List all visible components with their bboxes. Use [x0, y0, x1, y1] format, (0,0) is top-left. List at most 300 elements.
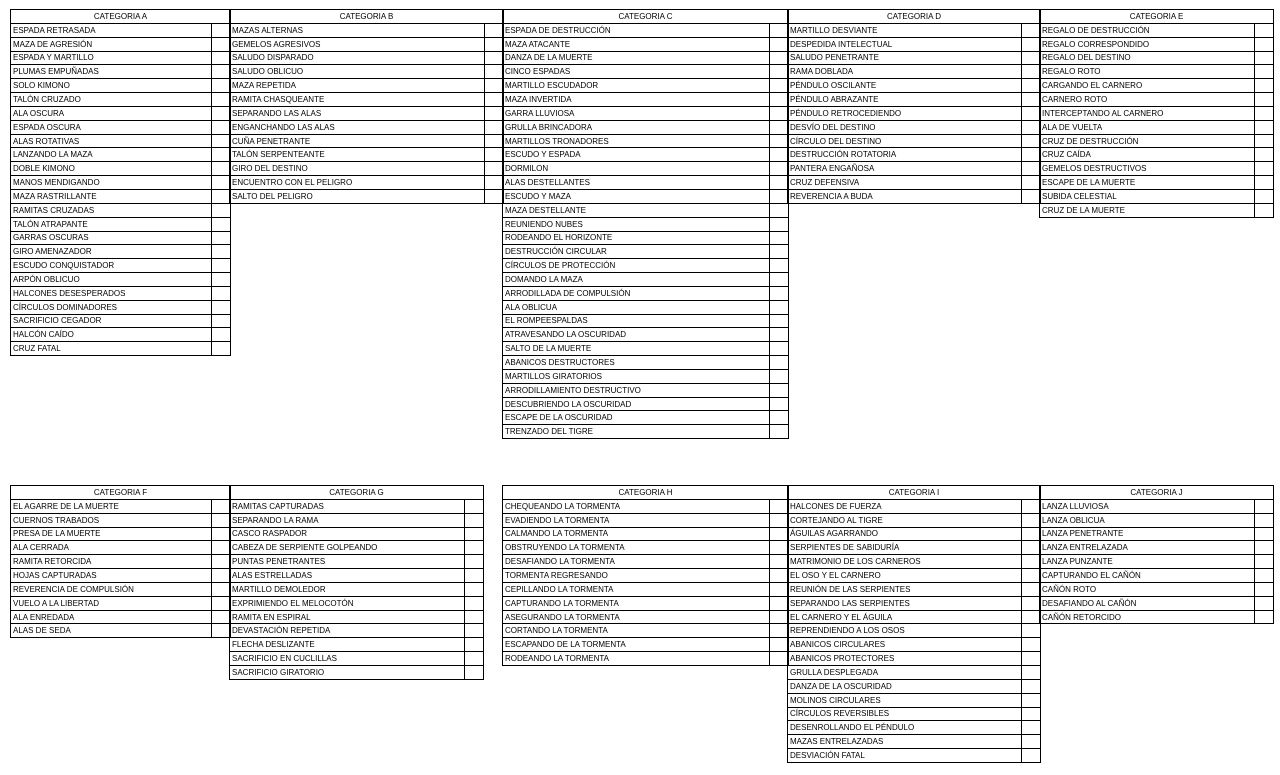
- table-row: [503, 513, 789, 527]
- item-name: DANZA DE LA MUERTE: [503, 51, 770, 65]
- item-checkbox-cell[interactable]: [1022, 23, 1041, 37]
- item-checkbox-cell[interactable]: [485, 134, 504, 148]
- item-checkbox-cell[interactable]: [485, 37, 504, 51]
- item-checkbox-cell[interactable]: [770, 499, 789, 513]
- table-row: [230, 51, 504, 65]
- item-checkbox-cell[interactable]: [770, 37, 789, 51]
- item-name: REGALO DE DESTRUCCIÓN: [1040, 23, 1255, 37]
- table-row: [11, 148, 231, 162]
- item-name: MAZA ATACANTE: [503, 37, 770, 51]
- table-row: [1040, 51, 1274, 65]
- table-row: [503, 411, 789, 425]
- item-checkbox-cell[interactable]: [1255, 596, 1274, 610]
- item-checkbox-cell[interactable]: [770, 411, 789, 425]
- item-checkbox-cell[interactable]: [770, 162, 789, 176]
- item-name: EL AGARRE DE LA MUERTE: [11, 499, 212, 513]
- item-checkbox-cell[interactable]: [770, 259, 789, 273]
- item-checkbox-cell[interactable]: [465, 541, 484, 555]
- table-row: [11, 37, 231, 51]
- table-row: [230, 582, 484, 596]
- item-checkbox-cell[interactable]: [485, 120, 504, 134]
- item-checkbox-cell[interactable]: [770, 231, 789, 245]
- item-checkbox-cell[interactable]: [770, 106, 789, 120]
- item-checkbox-cell[interactable]: [212, 245, 231, 259]
- item-checkbox-cell[interactable]: [770, 342, 789, 356]
- table-row: [503, 314, 789, 328]
- item-name: ARPÓN OBLICUO: [11, 273, 212, 287]
- item-checkbox-cell[interactable]: [770, 610, 789, 624]
- item-checkbox-cell[interactable]: [465, 513, 484, 527]
- item-checkbox-cell[interactable]: [1022, 148, 1041, 162]
- item-checkbox-cell[interactable]: [212, 65, 231, 79]
- item-checkbox-cell[interactable]: [1022, 569, 1041, 583]
- table-row: [503, 65, 789, 79]
- item-checkbox-cell[interactable]: [770, 541, 789, 555]
- item-name: ESCUDO CONQUISTADOR: [11, 259, 212, 273]
- category-header: CATEGORIA F: [11, 486, 231, 500]
- category-header: CATEGORIA G: [230, 486, 484, 500]
- item-checkbox-cell[interactable]: [770, 555, 789, 569]
- item-checkbox-cell[interactable]: [770, 286, 789, 300]
- table-row: [1040, 582, 1274, 596]
- table-row: [788, 189, 1041, 203]
- item-name: EL ROMPEESPALDAS: [503, 314, 770, 328]
- item-checkbox-cell[interactable]: [770, 217, 789, 231]
- item-checkbox-cell[interactable]: [212, 51, 231, 65]
- item-checkbox-cell[interactable]: [212, 328, 231, 342]
- table-row: [788, 541, 1041, 555]
- item-checkbox-cell[interactable]: [1022, 134, 1041, 148]
- item-name: RAMITAS CRUZADAS: [11, 203, 212, 217]
- item-name: RAMITA RETORCIDA: [11, 555, 212, 569]
- item-checkbox-cell[interactable]: [1022, 189, 1041, 203]
- item-name: CASCO RASPADOR: [230, 527, 465, 541]
- table-row: [788, 638, 1041, 652]
- item-name: DESCUBRIENDO LA OSCURIDAD: [503, 397, 770, 411]
- item-checkbox-cell[interactable]: [770, 65, 789, 79]
- table-row: [788, 499, 1041, 513]
- item-checkbox-cell[interactable]: [1255, 134, 1274, 148]
- table-row: [230, 555, 484, 569]
- table-row: [11, 610, 231, 624]
- table-row: [503, 259, 789, 273]
- item-name: PÉNDULO RETROCEDIENDO: [788, 106, 1022, 120]
- item-name: LANZA PUNZANTE: [1040, 555, 1255, 569]
- item-name: SEPARANDO LA RAMA: [230, 513, 465, 527]
- item-checkbox-cell[interactable]: [212, 37, 231, 51]
- item-checkbox-cell[interactable]: [485, 51, 504, 65]
- item-checkbox-cell[interactable]: [1255, 176, 1274, 190]
- item-checkbox-cell[interactable]: [1022, 162, 1041, 176]
- item-checkbox-cell[interactable]: [212, 499, 231, 513]
- item-name: CRUZ DE LA MUERTE: [1040, 203, 1255, 217]
- item-checkbox-cell[interactable]: [212, 624, 231, 638]
- item-name: ENCUENTRO CON EL PELIGRO: [230, 176, 485, 190]
- table-row: [230, 569, 484, 583]
- item-checkbox-cell[interactable]: [770, 397, 789, 411]
- table-row: [788, 513, 1041, 527]
- item-checkbox-cell[interactable]: [1255, 51, 1274, 65]
- item-name: SALUDO DISPARADO: [230, 51, 485, 65]
- table-row: [788, 693, 1041, 707]
- item-name: INTERCEPTANDO AL CARNERO: [1040, 106, 1255, 120]
- item-name: HOJAS CAPTURADAS: [11, 569, 212, 583]
- item-name: CABEZA DE SERPIENTE GOLPEANDO: [230, 541, 465, 555]
- item-checkbox-cell[interactable]: [770, 638, 789, 652]
- item-checkbox-cell[interactable]: [1022, 665, 1041, 679]
- item-checkbox-cell[interactable]: [465, 555, 484, 569]
- item-name: FLECHA DESLIZANTE: [230, 638, 465, 652]
- item-name: ESCAPE DE LA MUERTE: [1040, 176, 1255, 190]
- table-row: [788, 735, 1041, 749]
- item-checkbox-cell[interactable]: [212, 259, 231, 273]
- item-checkbox-cell[interactable]: [485, 106, 504, 120]
- item-name: SEPARANDO LAS ALAS: [230, 106, 485, 120]
- table-row: [788, 65, 1041, 79]
- item-checkbox-cell[interactable]: [485, 162, 504, 176]
- item-checkbox-cell[interactable]: [770, 314, 789, 328]
- item-checkbox-cell[interactable]: [770, 245, 789, 259]
- item-name: ESCUDO Y MAZA: [503, 189, 770, 203]
- item-name: TALÓN SERPENTEANTE: [230, 148, 485, 162]
- item-checkbox-cell[interactable]: [1255, 120, 1274, 134]
- item-checkbox-cell[interactable]: [1255, 527, 1274, 541]
- item-checkbox-cell[interactable]: [770, 120, 789, 134]
- item-name: ALA OBLICUA: [503, 300, 770, 314]
- item-name: PRESA DE LA MUERTE: [11, 527, 212, 541]
- table-row: [1040, 527, 1274, 541]
- item-name: REGALO ROTO: [1040, 65, 1255, 79]
- table-row: [503, 328, 789, 342]
- item-name: EL CARNERO Y EL ÁGUILA: [788, 610, 1022, 624]
- item-checkbox-cell[interactable]: [1255, 203, 1274, 217]
- item-checkbox-cell[interactable]: [212, 203, 231, 217]
- item-checkbox-cell[interactable]: [1255, 37, 1274, 51]
- item-checkbox-cell[interactable]: [770, 176, 789, 190]
- table-row: [503, 527, 789, 541]
- item-checkbox-cell[interactable]: [770, 582, 789, 596]
- item-name: CINCO ESPADAS: [503, 65, 770, 79]
- item-checkbox-cell[interactable]: [770, 527, 789, 541]
- item-checkbox-cell[interactable]: [770, 189, 789, 203]
- item-checkbox-cell[interactable]: [465, 665, 484, 679]
- item-name: CALMANDO LA TORMENTA: [503, 527, 770, 541]
- item-name: MAZA RASTRILLANTE: [11, 189, 212, 203]
- category-table-g: [229, 485, 484, 680]
- item-checkbox-cell[interactable]: [465, 499, 484, 513]
- item-checkbox-cell[interactable]: [1255, 610, 1274, 624]
- item-name: REVERENCIA DE COMPULSIÓN: [11, 582, 212, 596]
- item-checkbox-cell[interactable]: [485, 23, 504, 37]
- item-checkbox-cell[interactable]: [770, 148, 789, 162]
- item-checkbox-cell[interactable]: [770, 383, 789, 397]
- table-row: [11, 300, 231, 314]
- item-checkbox-cell[interactable]: [212, 231, 231, 245]
- item-checkbox-cell[interactable]: [465, 638, 484, 652]
- item-name: MARTILLOS TRONADORES: [503, 134, 770, 148]
- item-name: RAMITA EN ESPIRAL: [230, 610, 465, 624]
- table-row: [503, 231, 789, 245]
- table-row: [1040, 93, 1274, 107]
- table-row: [11, 342, 231, 356]
- item-checkbox-cell[interactable]: [212, 527, 231, 541]
- table-row: [503, 582, 789, 596]
- table-row: [788, 569, 1041, 583]
- table-row: [1040, 23, 1274, 37]
- item-name: PÉNDULO OSCILANTE: [788, 79, 1022, 93]
- item-checkbox-cell[interactable]: [1022, 735, 1041, 749]
- item-checkbox-cell[interactable]: [1022, 79, 1041, 93]
- item-checkbox-cell[interactable]: [212, 314, 231, 328]
- item-name: DOMANDO LA MAZA: [503, 273, 770, 287]
- item-checkbox-cell[interactable]: [212, 106, 231, 120]
- item-checkbox-cell[interactable]: [1255, 162, 1274, 176]
- item-checkbox-cell[interactable]: [1022, 749, 1041, 763]
- item-checkbox-cell[interactable]: [770, 300, 789, 314]
- item-checkbox-cell[interactable]: [1022, 596, 1041, 610]
- item-checkbox-cell[interactable]: [1022, 499, 1041, 513]
- item-checkbox-cell[interactable]: [1255, 555, 1274, 569]
- item-checkbox-cell[interactable]: [465, 624, 484, 638]
- item-checkbox-cell[interactable]: [1255, 79, 1274, 93]
- table-row: [1040, 203, 1274, 217]
- category-header: CATEGORIA B: [230, 10, 504, 24]
- item-checkbox-cell[interactable]: [212, 300, 231, 314]
- item-checkbox-cell[interactable]: [1022, 610, 1041, 624]
- item-name: SEPARANDO LAS SERPIENTES: [788, 596, 1022, 610]
- item-checkbox-cell[interactable]: [212, 596, 231, 610]
- item-checkbox-cell[interactable]: [770, 273, 789, 287]
- item-checkbox-cell[interactable]: [770, 23, 789, 37]
- item-name: ESPADA Y MARTILLO: [11, 51, 212, 65]
- item-name: ESPADA DE DESTRUCCIÓN: [503, 23, 770, 37]
- item-checkbox-cell[interactable]: [770, 356, 789, 370]
- table-row: [11, 286, 231, 300]
- item-checkbox-cell[interactable]: [770, 328, 789, 342]
- table-row: [230, 176, 504, 190]
- item-checkbox-cell[interactable]: [212, 120, 231, 134]
- item-name: GEMELOS AGRESIVOS: [230, 37, 485, 51]
- item-checkbox-cell[interactable]: [485, 93, 504, 107]
- item-checkbox-cell[interactable]: [212, 286, 231, 300]
- item-checkbox-cell[interactable]: [1022, 721, 1041, 735]
- item-checkbox-cell[interactable]: [770, 425, 789, 439]
- item-checkbox-cell[interactable]: [212, 217, 231, 231]
- item-name: OBSTRUYENDO LA TORMENTA: [503, 541, 770, 555]
- table-row: [788, 665, 1041, 679]
- item-name: ALA ENREDADA: [11, 610, 212, 624]
- item-checkbox-cell[interactable]: [465, 610, 484, 624]
- item-checkbox-cell[interactable]: [1022, 624, 1041, 638]
- table-row: [230, 162, 504, 176]
- item-name: MAZA DE AGRESIÓN: [11, 37, 212, 51]
- item-checkbox-cell[interactable]: [1022, 638, 1041, 652]
- table-row: [788, 652, 1041, 666]
- item-checkbox-cell[interactable]: [212, 23, 231, 37]
- item-name: MOLINOS CIRCULARES: [788, 693, 1022, 707]
- item-name: GIRO DEL DESTINO: [230, 162, 485, 176]
- table-row: [503, 51, 789, 65]
- item-checkbox-cell[interactable]: [465, 652, 484, 666]
- item-checkbox-cell[interactable]: [1022, 527, 1041, 541]
- item-checkbox-cell[interactable]: [212, 162, 231, 176]
- item-checkbox-cell[interactable]: [770, 652, 789, 666]
- item-checkbox-cell[interactable]: [465, 582, 484, 596]
- table-row: [11, 569, 231, 583]
- item-name: GARRA LLUVIOSA: [503, 106, 770, 120]
- item-name: CRUZ DEFENSIVA: [788, 176, 1022, 190]
- item-checkbox-cell[interactable]: [1022, 693, 1041, 707]
- item-checkbox-cell[interactable]: [485, 65, 504, 79]
- item-checkbox-cell[interactable]: [1255, 513, 1274, 527]
- item-checkbox-cell[interactable]: [1022, 679, 1041, 693]
- item-checkbox-cell[interactable]: [212, 513, 231, 527]
- category-table-c: [502, 9, 789, 439]
- table-row: [230, 665, 484, 679]
- item-checkbox-cell[interactable]: [770, 624, 789, 638]
- item-checkbox-cell[interactable]: [1022, 513, 1041, 527]
- item-checkbox-cell[interactable]: [465, 596, 484, 610]
- item-checkbox-cell[interactable]: [1022, 652, 1041, 666]
- table-row: [788, 162, 1041, 176]
- item-name: CAÑÓN ROTO: [1040, 582, 1255, 596]
- item-checkbox-cell[interactable]: [1022, 51, 1041, 65]
- item-name: ALAS ROTATIVAS: [11, 134, 212, 148]
- item-name: TALÓN ATRAPANTE: [11, 217, 212, 231]
- item-checkbox-cell[interactable]: [485, 148, 504, 162]
- item-checkbox-cell[interactable]: [1022, 707, 1041, 721]
- item-checkbox-cell[interactable]: [212, 273, 231, 287]
- item-checkbox-cell[interactable]: [212, 610, 231, 624]
- item-checkbox-cell[interactable]: [770, 79, 789, 93]
- item-checkbox-cell[interactable]: [1255, 148, 1274, 162]
- item-checkbox-cell[interactable]: [1022, 555, 1041, 569]
- item-name: DANZA DE LA OSCURIDAD: [788, 679, 1022, 693]
- item-name: REVERENCIA A BUDA: [788, 189, 1022, 203]
- item-name: MARTILLO ESCUDADOR: [503, 79, 770, 93]
- item-name: SOLO KIMONO: [11, 79, 212, 93]
- table-row: [1040, 610, 1274, 624]
- category-header: CATEGORIA C: [503, 10, 789, 24]
- item-name: TRENZADO DEL TIGRE: [503, 425, 770, 439]
- item-checkbox-cell[interactable]: [212, 134, 231, 148]
- item-checkbox-cell[interactable]: [1255, 569, 1274, 583]
- item-name: CRUZ CAÍDA: [1040, 148, 1255, 162]
- table-row: [788, 582, 1041, 596]
- item-name: HALCÓN CAÍDO: [11, 328, 212, 342]
- item-checkbox-cell[interactable]: [1255, 23, 1274, 37]
- item-checkbox-cell[interactable]: [212, 176, 231, 190]
- table-row: [11, 314, 231, 328]
- item-name: ÁGUILAS AGARRANDO: [788, 527, 1022, 541]
- item-name: CUÑA PENETRANTE: [230, 134, 485, 148]
- item-name: ALAS ESTRELLADAS: [230, 569, 465, 583]
- table-row: [503, 569, 789, 583]
- table-row: [1040, 120, 1274, 134]
- item-checkbox-cell[interactable]: [770, 596, 789, 610]
- table-row: [230, 120, 504, 134]
- table-row: [503, 638, 789, 652]
- item-checkbox-cell[interactable]: [1022, 65, 1041, 79]
- item-name: SALTO DEL PELIGRO: [230, 189, 485, 203]
- item-checkbox-cell[interactable]: [1022, 541, 1041, 555]
- item-checkbox-cell[interactable]: [212, 582, 231, 596]
- item-checkbox-cell[interactable]: [465, 527, 484, 541]
- item-checkbox-cell[interactable]: [485, 189, 504, 203]
- table-row: [11, 65, 231, 79]
- table-row: [503, 273, 789, 287]
- table-row: [230, 189, 504, 203]
- item-name: CARNERO ROTO: [1040, 93, 1255, 107]
- item-checkbox-cell[interactable]: [1022, 120, 1041, 134]
- item-checkbox-cell[interactable]: [465, 569, 484, 583]
- item-checkbox-cell[interactable]: [1255, 189, 1274, 203]
- item-checkbox-cell[interactable]: [770, 93, 789, 107]
- item-checkbox-cell[interactable]: [770, 569, 789, 583]
- item-name: SACRIFICIO CEGADOR: [11, 314, 212, 328]
- table-row: [1040, 555, 1274, 569]
- item-checkbox-cell[interactable]: [212, 569, 231, 583]
- item-name: CAPTURANDO EL CAÑÓN: [1040, 569, 1255, 583]
- table-row: [788, 596, 1041, 610]
- item-checkbox-cell[interactable]: [212, 79, 231, 93]
- item-name: MAZA REPETIDA: [230, 79, 485, 93]
- item-checkbox-cell[interactable]: [1255, 582, 1274, 596]
- table-row: [503, 286, 789, 300]
- item-checkbox-cell[interactable]: [212, 555, 231, 569]
- item-checkbox-cell[interactable]: [770, 369, 789, 383]
- item-checkbox-cell[interactable]: [485, 79, 504, 93]
- item-checkbox-cell[interactable]: [1255, 541, 1274, 555]
- item-checkbox-cell[interactable]: [1255, 65, 1274, 79]
- item-checkbox-cell[interactable]: [770, 203, 789, 217]
- table-row: [788, 555, 1041, 569]
- table-row: [11, 624, 231, 638]
- item-name: CÍRCULOS DE PROTECCIÓN: [503, 259, 770, 273]
- item-name: LANZA LLUVIOSA: [1040, 499, 1255, 513]
- item-checkbox-cell[interactable]: [212, 189, 231, 203]
- item-checkbox-cell[interactable]: [212, 148, 231, 162]
- item-checkbox-cell[interactable]: [1255, 499, 1274, 513]
- item-checkbox-cell[interactable]: [770, 513, 789, 527]
- item-checkbox-cell[interactable]: [212, 342, 231, 356]
- item-checkbox-cell[interactable]: [1022, 582, 1041, 596]
- item-checkbox-cell[interactable]: [770, 134, 789, 148]
- item-checkbox-cell[interactable]: [212, 541, 231, 555]
- item-checkbox-cell[interactable]: [1022, 37, 1041, 51]
- item-name: EL OSO Y EL CARNERO: [788, 569, 1022, 583]
- item-checkbox-cell[interactable]: [1022, 106, 1041, 120]
- item-name: RAMITA CHASQUEANTE: [230, 93, 485, 107]
- item-checkbox-cell[interactable]: [770, 51, 789, 65]
- table-row: [503, 499, 789, 513]
- table-row: [11, 273, 231, 287]
- item-checkbox-cell[interactable]: [1255, 93, 1274, 107]
- item-checkbox-cell[interactable]: [212, 93, 231, 107]
- item-name: EVADIENDO LA TORMENTA: [503, 513, 770, 527]
- table-row: [788, 120, 1041, 134]
- item-name: RAMA DOBLADA: [788, 65, 1022, 79]
- item-checkbox-cell[interactable]: [1022, 93, 1041, 107]
- table-row: [230, 65, 504, 79]
- item-name: LANZA ENTRELAZADA: [1040, 541, 1255, 555]
- table-row: [1040, 134, 1274, 148]
- item-checkbox-cell[interactable]: [1255, 106, 1274, 120]
- item-checkbox-cell[interactable]: [485, 176, 504, 190]
- item-checkbox-cell[interactable]: [1022, 176, 1041, 190]
- item-name: CÍRCULO DEL DESTINO: [788, 134, 1022, 148]
- item-name: GARRAS OSCURAS: [11, 231, 212, 245]
